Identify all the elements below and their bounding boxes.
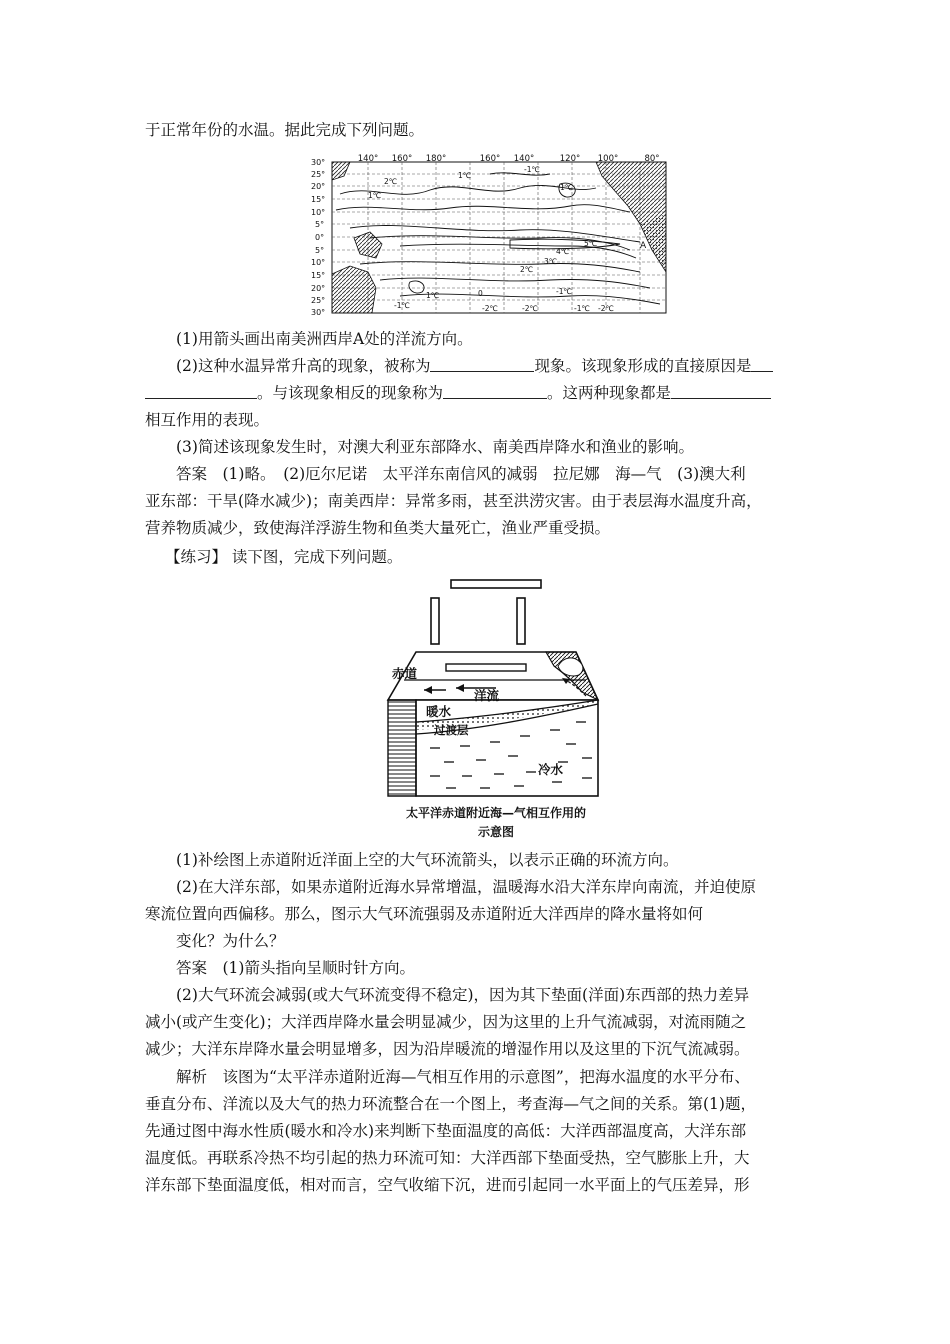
isotherm-label: 2℃ <box>520 265 534 274</box>
point-a-label: A <box>640 241 647 251</box>
equator-label: 赤道 <box>392 666 418 681</box>
lon-label: 100° <box>597 154 619 164</box>
isotherm-label: 1℃ <box>368 191 382 200</box>
intro-text: 于正常年份的水温。据此完成下列问题。 <box>145 121 425 139</box>
lat-label: 0° <box>315 233 325 242</box>
lat-label: 30° <box>311 158 326 167</box>
sst-map-svg <box>310 154 672 317</box>
q2-part4: 。这两种现象都是 <box>547 384 672 402</box>
answer-blank <box>145 384 257 399</box>
lat-label: 20° <box>311 182 326 191</box>
analysis-line1: 解析 该图为“太平洋赤道附近海—气相互作用的示意图”，把海水温度的水平分布、 <box>176 1068 750 1086</box>
answer-blank <box>443 384 547 399</box>
isotherm-label: 0 <box>478 289 483 298</box>
isotherm-label: -1℃ <box>556 287 572 296</box>
lon-label: 140° <box>513 154 535 164</box>
lon-label: 140° <box>357 154 379 164</box>
answer2-line2: (2)大气环流会减弱(或大气环流变得不稳定)，因为其下垫面(洋面)东西部的热力差异 <box>176 986 750 1004</box>
answer2-line1: 答案 (1)箭头指向呈顺时针方向。 <box>176 959 415 977</box>
lat-label: 25° <box>311 296 326 305</box>
transition-layer-label: 过渡层 <box>434 723 469 737</box>
sst-anomaly-map <box>310 154 672 317</box>
q2-part3: 。与该现象相反的现象称为 <box>257 384 444 402</box>
question-1: (1)用箭头画出南美洲西岸A处的洋流方向。 <box>176 330 473 348</box>
practice-heading: 【练习】 读下图，完成下列问题。 <box>165 548 403 566</box>
isotherm-label: 5℃ <box>584 239 598 248</box>
isotherm-label: 4℃ <box>556 247 570 256</box>
warm-water-label: 暖水 <box>426 704 452 719</box>
question-2-line1 <box>176 356 841 376</box>
isotherm-label: 1℃ <box>426 291 440 300</box>
isotherm-label: -2℃ <box>482 304 498 313</box>
practice-question-1: (1)补绘图上赤道附近洋面上空的大气环流箭头，以表示正确的环流方向。 <box>176 851 679 869</box>
lat-label: 10° <box>311 258 326 267</box>
lon-label: 160° <box>391 154 413 164</box>
isotherm-label: 1℃ <box>458 171 472 180</box>
isotherm-label: -1℃ <box>524 165 540 174</box>
answer-blank <box>430 357 534 372</box>
isotherm-label: -2℃ <box>598 304 614 313</box>
diagram-caption-line1: 太平洋赤道附近海—气相互作用的 <box>405 806 586 820</box>
lat-label: 20° <box>311 284 326 293</box>
question-2-line2 <box>145 383 810 403</box>
isotherm-label: -1℃ <box>394 301 410 310</box>
diagram-svg <box>386 576 606 802</box>
lon-label: 120° <box>559 154 581 164</box>
lon-label: 80° <box>644 154 660 164</box>
question-3: (3)简述该现象发生时，对澳大利亚东部降水、南美西岸降水和渔业的影响。 <box>176 438 694 456</box>
lat-label: 5° <box>315 246 325 255</box>
cold-water-label: 冷水 <box>538 762 564 777</box>
lon-label: 180° <box>425 154 447 164</box>
answer2-line4: 减少；大洋东岸降水量会明显增多，因为沿岸暖流的增湿作用以及这里的下沉气流减弱。 <box>145 1040 750 1058</box>
analysis-line2: 垂直分布、洋流以及大气的热力环流整合在一个图上，考查海—气之间的关系。第(1)题， <box>145 1095 756 1113</box>
answer1-line2: 亚东部：干旱(降水减少)；南美西岸：异常多雨，甚至洪涝灾害。由于表层海水温度升高， <box>145 492 762 510</box>
analysis-line4: 温度低。再联系冷热不均引起的热力环流可知：大洋西部下垫面受热，空气膨胀上升，大 <box>145 1149 750 1167</box>
isotherm-label: -1℃ <box>574 304 590 313</box>
diagram-caption-line2: 示意图 <box>477 825 514 839</box>
q2-part1: (2)这种水温异常升高的现象，被称为 <box>176 357 431 375</box>
isotherm-label: 3℃ <box>544 257 558 266</box>
practice-question-2-line2: 寒流位置向西偏移。那么，图示大气环流强弱及赤道附近大洋西岸的降水量将如何 <box>145 905 704 923</box>
answer1-line1: 答案 (1)略。 (2)厄尔尼诺 太平洋东南信风的减弱 拉尼娜 海—气 (3)澳大利 <box>176 465 746 483</box>
answer1-line3: 营养物质减少，致使海洋浮游生物和鱼类大量死亡，渔业严重受损。 <box>145 519 611 537</box>
analysis-line3: 先通过图中海水性质(暖水和冷水)来判断下垫面温度的高低：大洋西部温度高，大洋东部 <box>145 1122 747 1140</box>
current-label: 洋流 <box>474 688 500 703</box>
lat-label: 30° <box>311 308 326 317</box>
q2-part2: 现象。该现象形成的直接原因是 <box>534 357 752 375</box>
lat-label: 10° <box>311 208 326 217</box>
answer-blank <box>751 357 773 372</box>
answer2-line3: 减小(或产生变化)；大洋西岸降水量会明显减少，因为这里的上升气流减弱，对流雨随之 <box>145 1013 747 1031</box>
isotherm-label: -2℃ <box>522 304 538 313</box>
lat-label: 25° <box>311 170 326 179</box>
isotherm-label: 2℃ <box>384 177 398 186</box>
lat-label: 5° <box>315 220 325 229</box>
lat-label: 15° <box>311 195 326 204</box>
practice-question-2-line3: 变化？为什么？ <box>176 932 285 950</box>
isotherm-label: 1℃ <box>560 183 574 192</box>
practice-question-2-line1: (2)在大洋东部，如果赤道附近海水异常增温，温暖海水沿大洋东岸向南流，并迫使原 <box>176 878 756 896</box>
answer-blank <box>671 384 771 399</box>
ocean-atmosphere-diagram <box>386 576 606 802</box>
question-2-line3: 相互作用的表现。 <box>145 411 270 429</box>
lon-label: 160° <box>479 154 501 164</box>
lat-label: 15° <box>311 271 326 280</box>
analysis-line5: 洋东部下垫面温度低，相对而言，空气收缩下沉，进而引起同一水平面上的气压差异，形 <box>145 1176 750 1194</box>
